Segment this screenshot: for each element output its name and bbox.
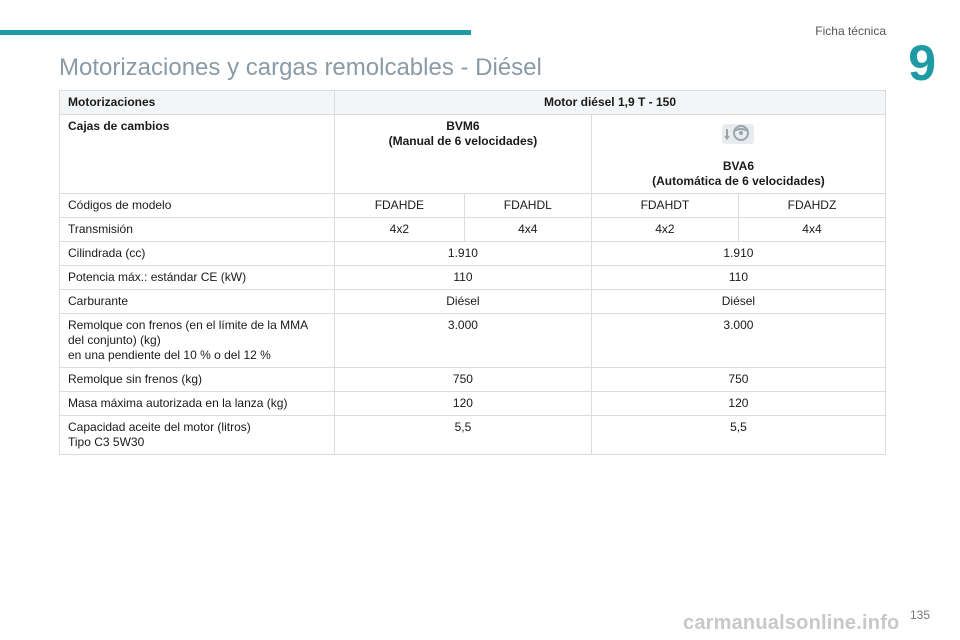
auto-value-cell: 110 — [591, 266, 885, 290]
auto-value-cell: 750 — [591, 368, 885, 392]
table-row — [60, 290, 886, 314]
manual-value-cell: 1.910 — [335, 242, 592, 266]
auto-value-cell: Diésel — [591, 290, 885, 314]
page-number: 135 — [909, 608, 930, 622]
page-title: Motorizaciones y cargas remolcables - Diésel — [59, 54, 542, 81]
row-label-line: Capacidad aceite del motor (litros) — [68, 420, 251, 434]
manual-value-cell: 3.000 — [335, 314, 592, 368]
auto-gearbox-desc: (Automática de 6 velocidades) — [652, 174, 825, 188]
row-label-line: Tipo C3 5W30 — [68, 435, 145, 449]
row-label-line: Remolque con frenos (en el límite de la MMA — [68, 318, 309, 332]
transmission-cell: 4x2 — [335, 218, 465, 242]
table-row — [60, 314, 886, 368]
row-label: Cilindrada (cc) — [60, 242, 335, 266]
automatic-gearbox-icon — [721, 121, 755, 147]
auto-value-cell: 5,5 — [591, 416, 885, 455]
auto-gearbox-code: BVA6 — [722, 159, 754, 173]
table-row — [60, 194, 886, 218]
auto-value-cell: 1.910 — [591, 242, 885, 266]
manual-value-cell: 5,5 — [335, 416, 592, 455]
table-row — [60, 392, 886, 416]
model-code-cell: FDAHDZ — [738, 194, 885, 218]
row-label: Masa máxima autorizada en la lanza (kg) — [60, 392, 335, 416]
row-label: Remolque sin frenos (kg) — [60, 368, 335, 392]
engine-header-cell: Motor diésel 1,9 T - 150 — [335, 91, 886, 115]
header-accent-bar — [0, 30, 471, 35]
model-code-cell: FDAHDT — [591, 194, 738, 218]
table-row — [60, 416, 886, 455]
model-code-cell: FDAHDE — [335, 194, 465, 218]
table-row — [60, 368, 886, 392]
row-label-line: en una pendiente del 10 % o del 12 % — [68, 348, 271, 362]
transmission-cell: 4x4 — [738, 218, 885, 242]
manual-value-cell: 750 — [335, 368, 592, 392]
row-label — [60, 314, 335, 368]
transmission-cell: 4x2 — [591, 218, 738, 242]
auto-gearbox-cell — [591, 115, 885, 194]
chapter-number: 9 — [908, 35, 936, 91]
table-row — [60, 242, 886, 266]
watermark: carmanualsonline.info — [683, 612, 900, 634]
auto-value-cell: 3.000 — [591, 314, 885, 368]
manual-gearbox-code: BVM6 — [446, 119, 480, 133]
gearbox-label-cell: Cajas de cambios — [60, 115, 335, 194]
row-label: Códigos de modelo — [60, 194, 335, 218]
model-code-cell: FDAHDL — [464, 194, 591, 218]
header-label-cell: Motorizaciones — [60, 91, 335, 115]
manual-value-cell: Diésel — [335, 290, 592, 314]
manual-gearbox-cell — [335, 115, 592, 194]
transmission-cell: 4x4 — [464, 218, 591, 242]
row-label: Transmisión — [60, 218, 335, 242]
manual-gearbox-desc: (Manual de 6 velocidades) — [388, 134, 538, 148]
table-header-row — [60, 91, 886, 115]
row-label-line: del conjunto) (kg) — [68, 333, 161, 347]
gearbox-row — [60, 115, 886, 194]
row-label: Carburante — [60, 290, 335, 314]
row-label: Potencia máx.: estándar CE (kW) — [60, 266, 335, 290]
auto-value-cell: 120 — [591, 392, 885, 416]
spec-table — [59, 90, 886, 455]
section-label: Ficha técnica — [815, 24, 886, 38]
manual-value-cell: 110 — [335, 266, 592, 290]
manual-value-cell: 120 — [335, 392, 592, 416]
table-row — [60, 218, 886, 242]
row-label — [60, 416, 335, 455]
table-row — [60, 266, 886, 290]
